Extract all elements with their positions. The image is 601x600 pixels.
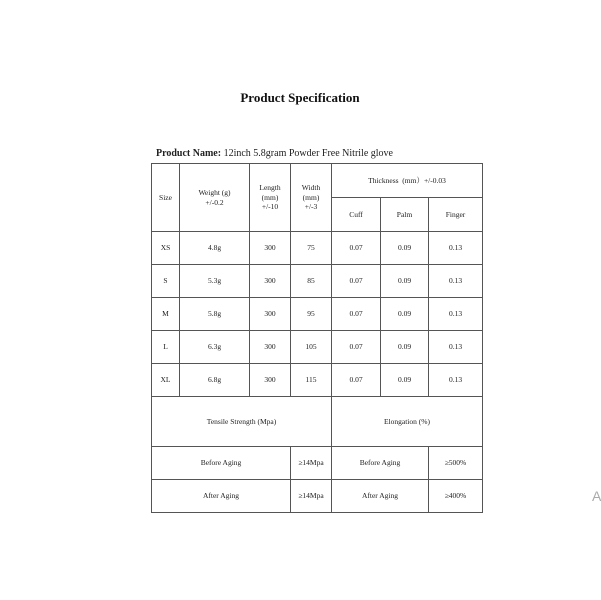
- product-name-line: [156, 148, 393, 159]
- table-row: [152, 265, 483, 298]
- width-header-line2: (mm): [302, 192, 320, 202]
- elongation-after-value: ≥400%: [429, 480, 483, 513]
- width-cell: 105: [291, 331, 332, 364]
- width-cell: 115: [291, 364, 332, 397]
- weight-header-line1: Weight (g): [198, 188, 231, 198]
- width-header-line1: Width: [301, 183, 321, 193]
- width-cell: 85: [291, 265, 332, 298]
- length-header-line3: +/-10: [261, 202, 279, 212]
- tensile-after-label: After Aging: [152, 480, 291, 513]
- weight-cell: 4.8g: [180, 232, 250, 265]
- header-row: [152, 164, 483, 198]
- after-aging-row: [152, 480, 483, 513]
- weight-cell: 5.8g: [180, 298, 250, 331]
- palm-cell: 0.09: [381, 298, 429, 331]
- product-name-value: 12inch 5.8gram Powder Free Nitrile glove: [223, 148, 393, 159]
- cuff-cell: 0.07: [332, 331, 381, 364]
- palm-header: Palm: [381, 198, 429, 232]
- length-header-line1: Length: [259, 183, 281, 193]
- table-row: [152, 232, 483, 265]
- length-cell: 300: [250, 364, 291, 397]
- length-header: [250, 164, 291, 232]
- thickness-header: Thickness (mm）+/-0.03: [332, 164, 483, 198]
- finger-cell: 0.13: [429, 265, 483, 298]
- table-row: [152, 331, 483, 364]
- finger-cell: 0.13: [429, 331, 483, 364]
- elongation-after-label: After Aging: [332, 480, 429, 513]
- table-row: [152, 298, 483, 331]
- width-cell: 95: [291, 298, 332, 331]
- weight-cell: 6.3g: [180, 331, 250, 364]
- width-header: [291, 164, 332, 232]
- finger-cell: 0.13: [429, 232, 483, 265]
- width-header-line3: +/-3: [304, 202, 318, 212]
- finger-header: Finger: [429, 198, 483, 232]
- length-cell: 300: [250, 298, 291, 331]
- elongation-before-value: ≥500%: [429, 447, 483, 480]
- edge-mark: A: [592, 488, 601, 504]
- elongation-header: Elongation (%): [332, 397, 483, 447]
- finger-cell: 0.13: [429, 298, 483, 331]
- property-header-row: [152, 397, 483, 447]
- cuff-cell: 0.07: [332, 265, 381, 298]
- size-header: Size: [152, 164, 180, 232]
- weight-cell: 5.3g: [180, 265, 250, 298]
- size-cell: M: [152, 298, 180, 331]
- cuff-header: Cuff: [332, 198, 381, 232]
- table-row: [152, 364, 483, 397]
- cuff-cell: 0.07: [332, 232, 381, 265]
- elongation-before-label: Before Aging: [332, 447, 429, 480]
- size-cell: S: [152, 265, 180, 298]
- length-cell: 300: [250, 331, 291, 364]
- size-cell: XL: [152, 364, 180, 397]
- tensile-before-label: Before Aging: [152, 447, 291, 480]
- tensile-strength-header: Tensile Strength (Mpa): [152, 397, 332, 447]
- specification-table: [151, 163, 483, 513]
- length-cell: 300: [250, 265, 291, 298]
- length-cell: 300: [250, 232, 291, 265]
- document-title: Product Specification: [240, 90, 360, 105]
- cuff-cell: 0.07: [332, 364, 381, 397]
- palm-cell: 0.09: [381, 232, 429, 265]
- product-name-label: Product Name:: [156, 148, 222, 159]
- tensile-after-value: ≥14Mpa: [291, 480, 332, 513]
- finger-cell: 0.13: [429, 364, 483, 397]
- size-cell: L: [152, 331, 180, 364]
- palm-cell: 0.09: [381, 331, 429, 364]
- palm-cell: 0.09: [381, 265, 429, 298]
- before-aging-row: [152, 447, 483, 480]
- size-cell: XS: [152, 232, 180, 265]
- weight-cell: 6.8g: [180, 364, 250, 397]
- width-cell: 75: [291, 232, 332, 265]
- length-header-line2: (mm): [261, 192, 279, 202]
- weight-header-line2: +/-0.2: [205, 197, 224, 207]
- cuff-cell: 0.07: [332, 298, 381, 331]
- weight-header: [180, 164, 250, 232]
- tensile-before-value: ≥14Mpa: [291, 447, 332, 480]
- palm-cell: 0.09: [381, 364, 429, 397]
